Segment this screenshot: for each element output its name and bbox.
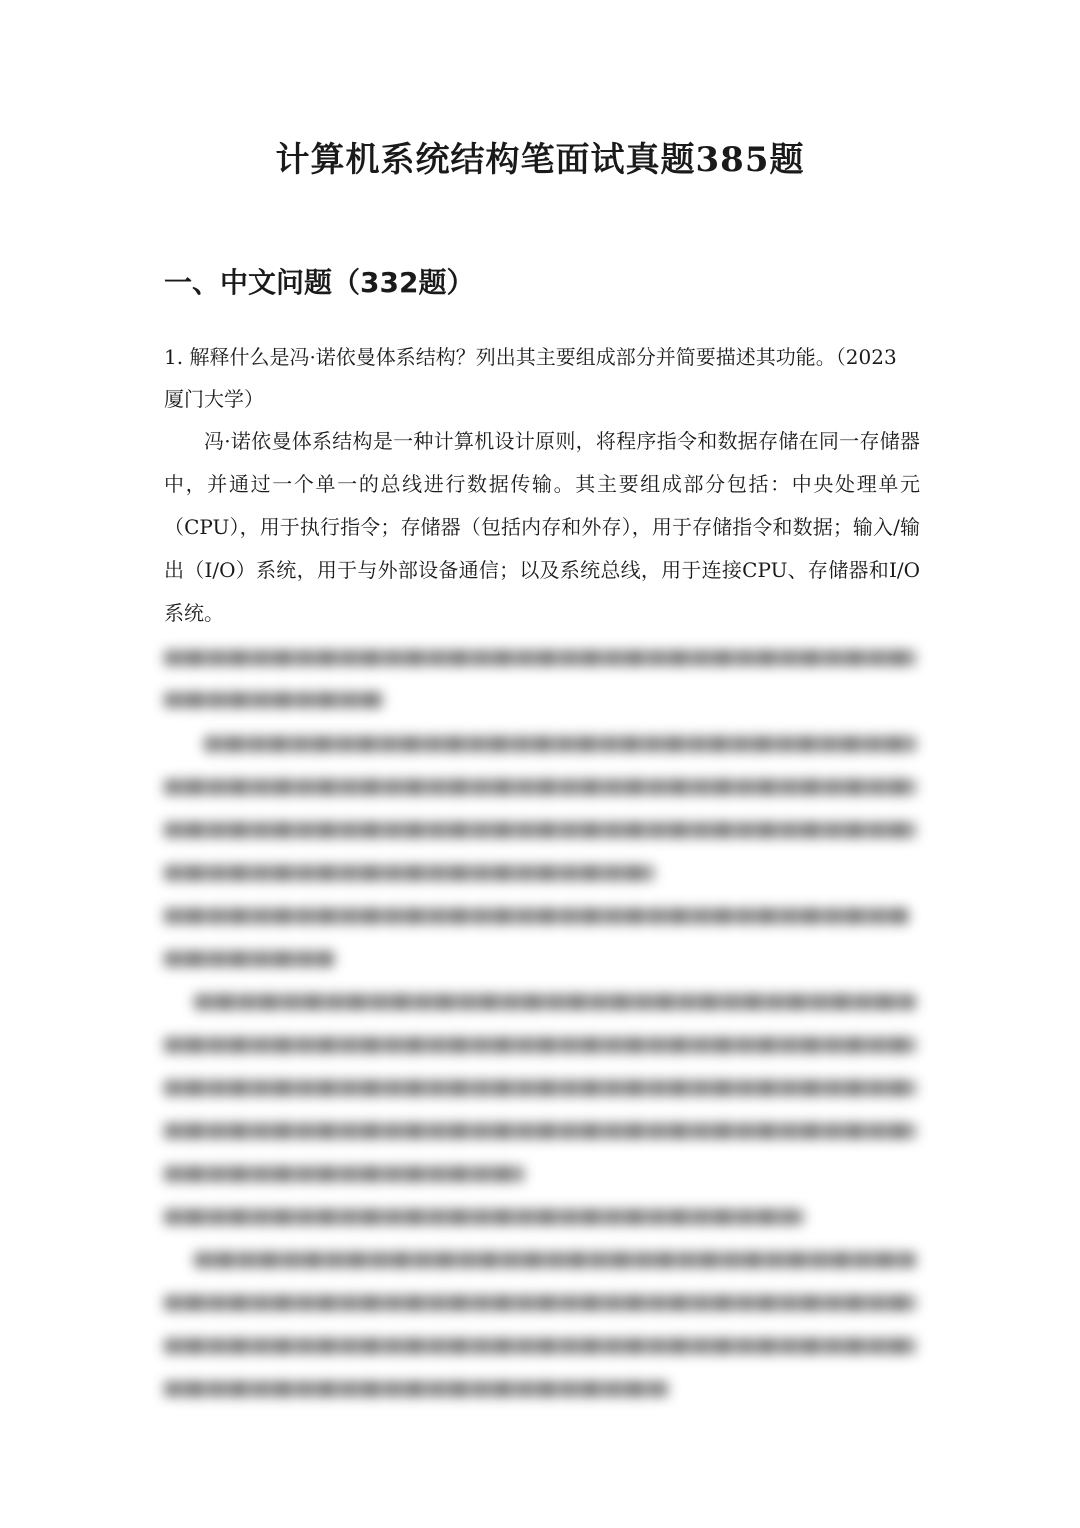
blurred-line [164,822,916,838]
blurred-line [204,736,916,752]
section-heading: 一、中文问题（332题） [164,266,475,299]
blurred-line [164,1123,916,1139]
question-1-text: 1. 解释什么是冯·诺依曼体系结构？列出其主要组成部分并简要描述其功能。（2023 厦门大学） [164,345,897,411]
question-1-answer: 冯·诺依曼体系结构是一种计算机设计原则，将程序指令和数据存储在同一存储器中，并通过一个单一的总线进行数据传输。其主要组成部分包括：中央处理单元（CPU），用于执行指令；存储器（包括内存和外存），用于存储指令和数据；输入/输出（I/O）系统，用于与外部设备通信；以及系统总线，用于连接CPU、存储器和I/O系统。 [164,429,920,625]
blurred-line [194,994,916,1010]
blurred-line [164,908,909,924]
blurred-line [164,1037,916,1053]
blurred-line [164,1166,524,1182]
blurred-line [194,1252,916,1268]
blurred-line [164,650,916,666]
blurred-line [164,1381,669,1397]
blurred-line [164,1295,916,1311]
blurred-line [164,779,916,795]
document-title: 计算机系统结构笔面试真题385题 [275,140,805,180]
blurred-line [164,951,334,967]
blurred-line [164,865,654,881]
blurred-line [164,1338,916,1354]
blurred-content [164,636,920,1396]
blurred-line [164,1209,804,1225]
blurred-line [164,692,384,708]
blurred-line [164,1080,916,1096]
